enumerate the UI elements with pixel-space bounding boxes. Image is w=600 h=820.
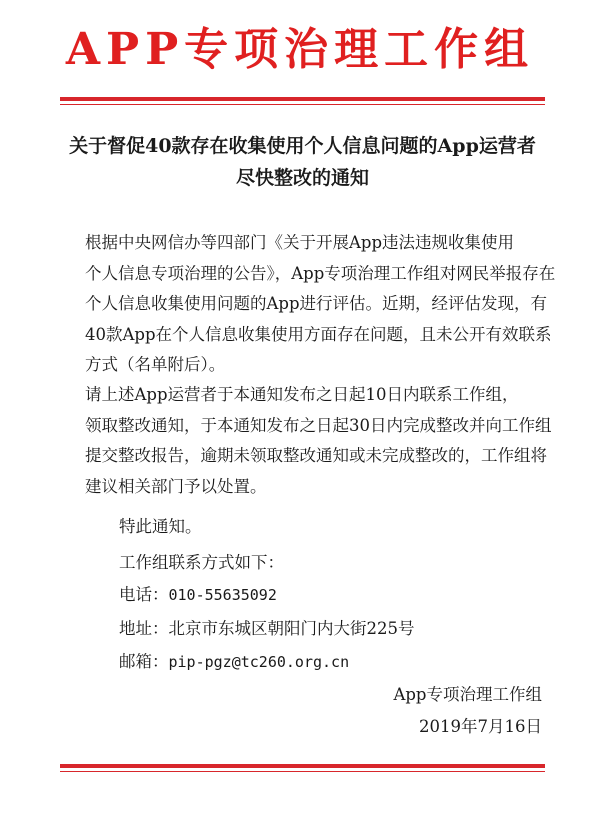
address-label: 地址： [119,619,169,638]
paragraph-line: 提交整改报告，逾期未领取整改通知或未完成整改的，工作组将 [85,446,547,465]
paragraph-line: 领取整改通知，于本通知发布之日起30日内完成整改并向工作组 [85,415,552,435]
phone-label: 电话： [119,585,169,604]
paragraph-line: 建议相关部门予以处置。 [85,476,267,496]
footer-rule-thin [60,771,545,772]
email-value: pip-pgz@tc260.org.cn [168,653,350,671]
footer-rule-thick [60,764,545,768]
signature-date: 2019年7月16日 [419,717,542,736]
phone-value: 010-55635092 [168,586,277,604]
notice-title-line-2: 尽快整改的通知 [235,167,369,189]
paragraph-line: 请上述App运营者于本通知发布之日起10日内联系工作组， [85,385,519,404]
paragraph-line: 个人信息收集使用问题的App进行评估。近期，经评估发现，有 [85,294,548,313]
letterhead-rule-thin [60,104,545,105]
contact-email [119,647,349,677]
signature-organization: App专项治理工作组 [393,685,542,704]
notice-title-line-1: 关于督促40款存在收集使用个人信息问题的App运营者 [69,135,536,157]
paragraph-line: 40款App在个人信息收集使用方面存在问题，且未公开有效联系 [85,324,552,344]
paragraph-line: 方式（名单附后）。 [85,355,226,374]
body-paragraph-2 [85,380,555,502]
paragraph-line: 根据中央网信办等四部门《关于开展App违法违规收集使用 [85,233,515,252]
notice-title [60,130,545,194]
closing-phrase: 特此通知。 [119,517,202,536]
contact-heading: 工作组联系方式如下： [119,553,284,572]
letterhead-rule-thick [60,97,545,101]
contact-phone [119,580,277,610]
address-value: 北京市东城区朝阳门内大街225号 [168,619,415,638]
paragraph-line: 个人信息专项治理的公告》，App专项治理工作组对网民举报存在 [85,263,556,283]
email-label: 邮箱： [119,652,169,671]
body-paragraph-1 [85,228,555,381]
letterhead-title: APP专项治理工作组 [65,24,535,75]
contact-address [119,614,415,644]
